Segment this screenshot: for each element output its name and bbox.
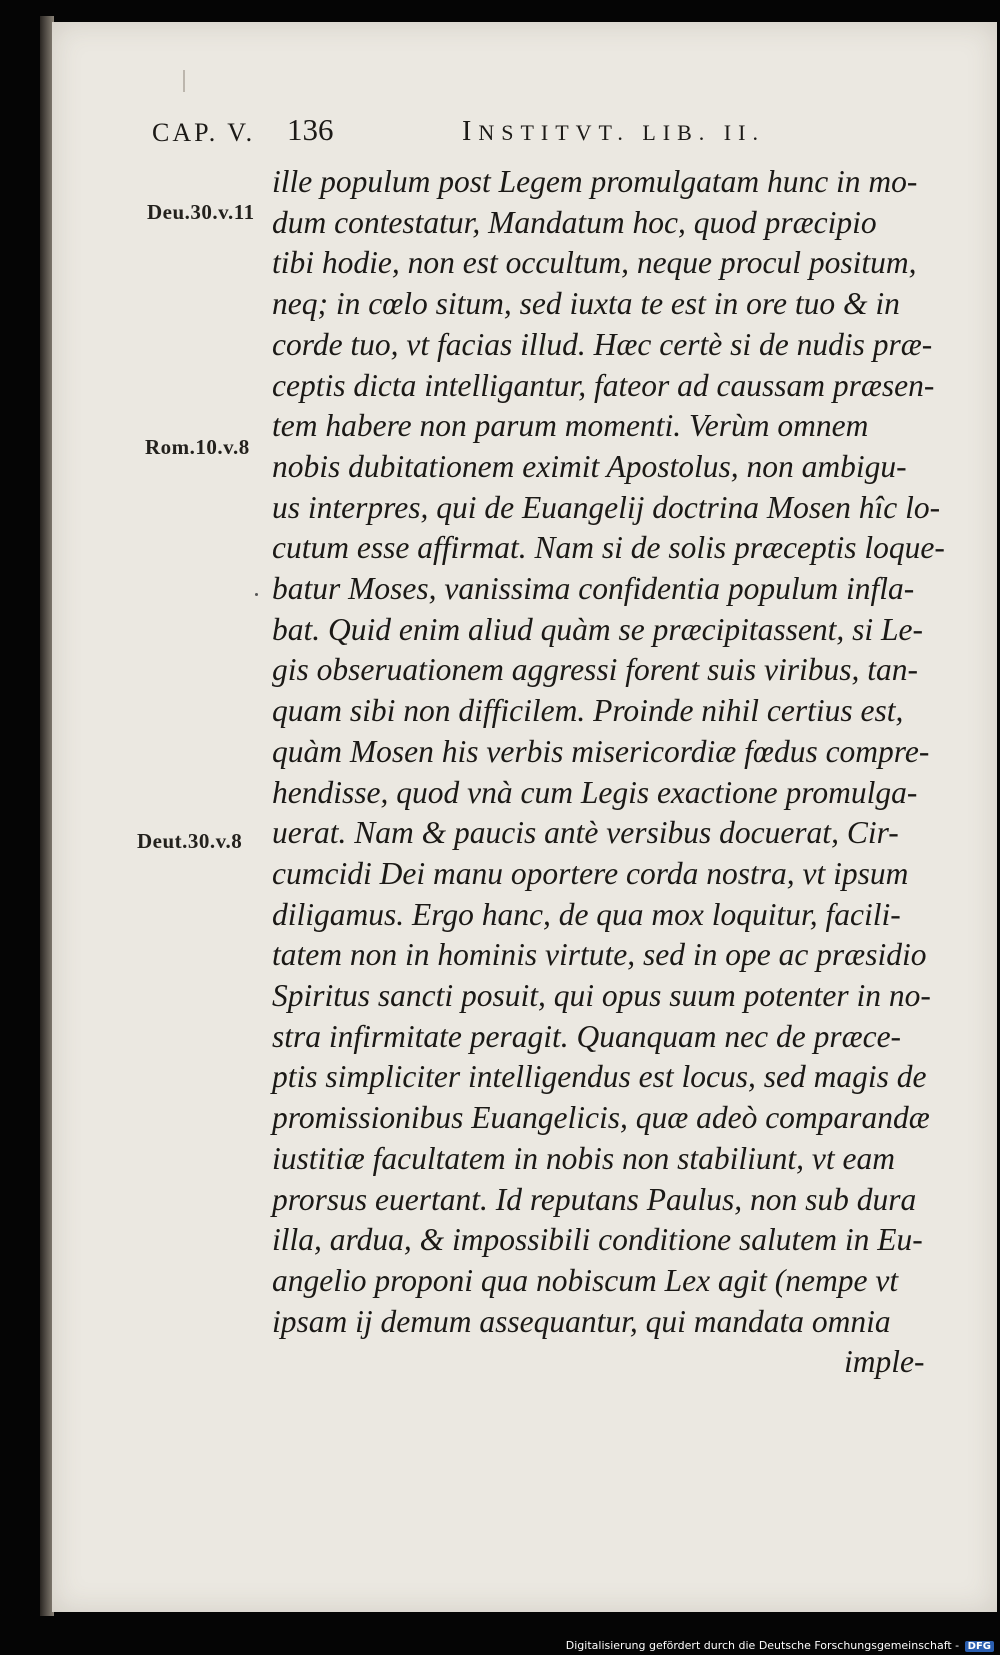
text-line: corde tuo, vt facias illud. Hæc certè si de nudis præ- [272, 326, 933, 362]
text-line: uerat. Nam & paucis antè versibus docuerat, Cir- [272, 815, 899, 851]
text-line: ille populum post Legem promulgatam hunc in mo- [272, 164, 918, 199]
credit-text: Digitalisierung gefördert durch die Deutsche Forschungsgemeinschaft - [565, 1639, 960, 1652]
running-title-rest: NSTITVT. LIB. II. [478, 120, 765, 145]
text-line: cutum esse affirmat. Nam si de solis præceptis loque- [272, 530, 945, 566]
margin-note: Deut.30.v.8 [137, 829, 243, 853]
running-title-initial: I [462, 116, 479, 147]
text-line: Spiritus sancti posuit, qui opus suum potenter in no- [272, 978, 931, 1013]
text-line: angelio proponi qua nobiscum Lex agit (nempe vt [272, 1262, 899, 1298]
running-header [152, 112, 852, 152]
chapter-label: CAP. V. [152, 118, 256, 147]
text-line: illa, ardua, & impossibili conditione salutem in Eu- [272, 1222, 923, 1258]
text-line: tatem non in hominis virtute, sed in ope ac præsidio [272, 937, 927, 973]
margin-note: Rom.10.v.8 [145, 435, 250, 459]
running-title [462, 116, 765, 148]
text-line: neq; in cœlo situm, sed iuxta te est in ore tuo & in [272, 286, 900, 322]
ink-smudge [183, 70, 185, 92]
text-line: promissionibus Euangelicis, quæ adeò comparandæ [272, 1100, 930, 1136]
text-line: quàm Mosen his verbis misericordiæ fœdus compre- [272, 733, 930, 769]
text-line: ptis simpliciter intelligendus est locus, sed magis de [272, 1059, 927, 1095]
text-line: diligamus. Ergo hanc, de qua mox loquitur, facili- [272, 896, 901, 932]
text-line: bat. Quid enim aliud quàm se præcipitassent, si Le- [272, 611, 923, 647]
text-line: stra infirmitate peragit. Quanquam nec de præce- [272, 1018, 902, 1054]
text-line: cumcidi Dei manu oportere corda nostra, vt ipsum [272, 855, 909, 891]
text-line: tibi hodie, non est occultum, neque procul positum, [272, 245, 917, 281]
text-line: nobis dubitationem eximit Apostolus, non ambigu- [272, 448, 907, 484]
catchword: imple- [844, 1344, 925, 1380]
text-line: ipsam ij demum assequantur, qui mandata omnia [272, 1303, 891, 1339]
text-line: quam sibi non difficilem. Proinde nihil certius est, [272, 693, 904, 729]
text-line: gis obseruationem aggressi forent suis viribus, tan- [272, 652, 919, 688]
text-line: iustitiæ facultatem in nobis non stabiliunt, vt eam [272, 1140, 895, 1176]
text-line: tem habere non parum momenti. Verùm omnem [272, 408, 869, 444]
page-number: 136 [287, 112, 334, 147]
margin-note: Deu.30.v.11 [147, 200, 255, 224]
text-line: us interpres, qui de Euangelij doctrina Mosen hîc lo- [272, 489, 941, 525]
text-line: batur Moses, vanissima confidentia populum infla- [272, 571, 915, 606]
dfg-logo: DFG [965, 1641, 994, 1652]
stray-mark [255, 593, 258, 596]
text-line: dum contestatur, Mandatum hoc, quod præcipio [272, 204, 877, 240]
text-line: hendisse, quod vnà cum Legis exactione promulga- [272, 774, 918, 810]
text-line: ceptis dicta intelligantur, fateor ad caussam præsen- [272, 367, 935, 403]
digitization-credit [566, 1639, 994, 1652]
text-line: prorsus euertant. Id reputans Paulus, non sub dura [272, 1181, 917, 1217]
